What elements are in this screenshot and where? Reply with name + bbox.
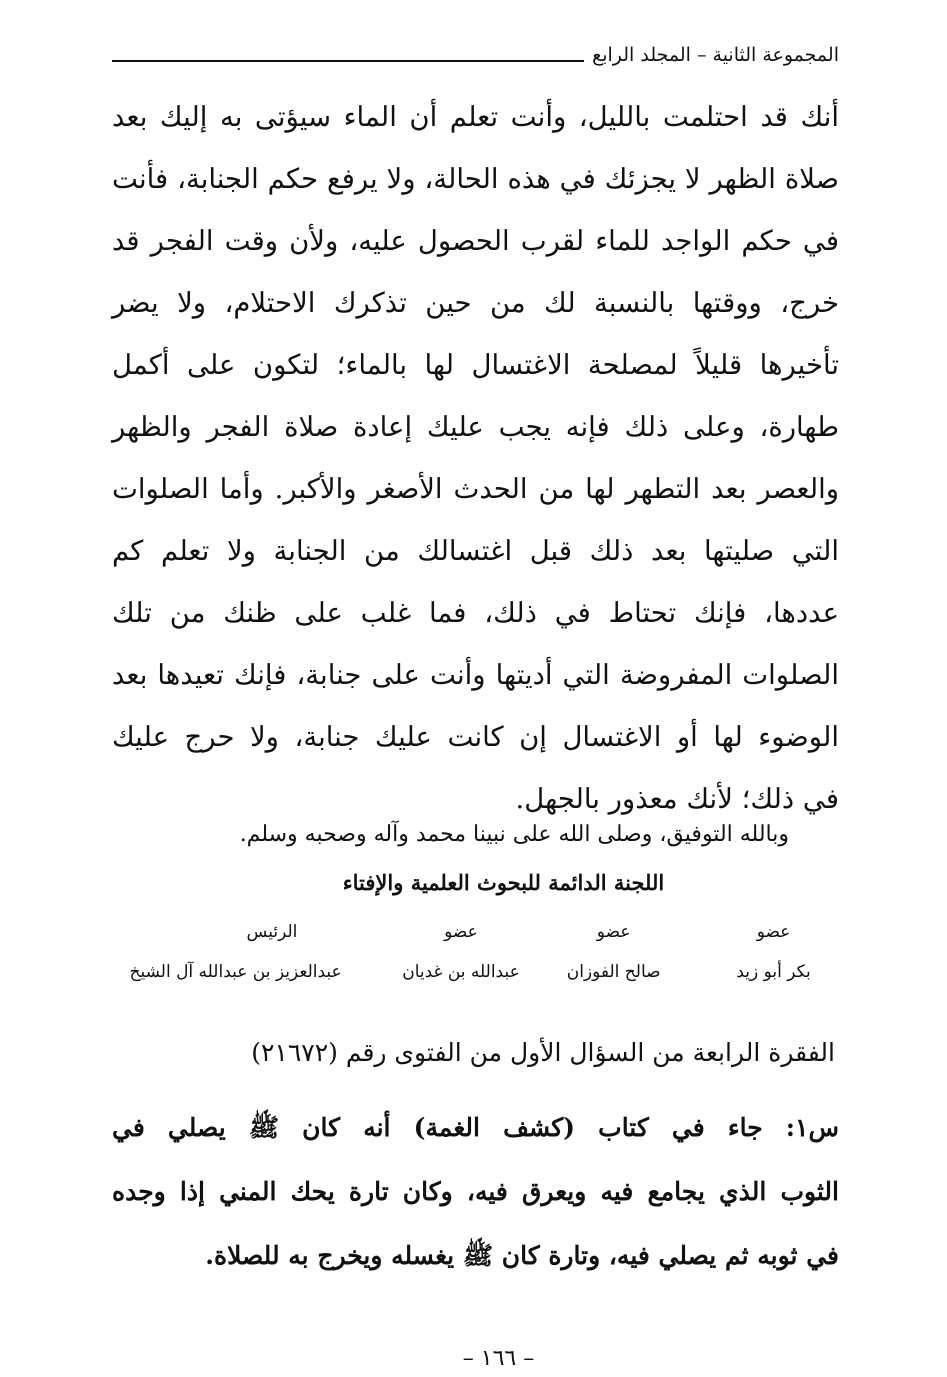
member-role: عضو — [756, 922, 791, 942]
signatory-names — [112, 962, 839, 992]
member-name: بكر أبو زيد — [736, 962, 811, 982]
member-name: عبدالعزيز بن عبدالله آل الشيخ — [129, 962, 342, 982]
paragraph-line: في حكم الواجد للماء لقرب الحصول عليه، ولأن وقت الفجر قد — [112, 225, 839, 257]
paragraph-line: طهارة، وعلى ذلك فإنه يجب عليك إعادة صلاة الفجر والظهر — [112, 411, 839, 443]
paragraph-line: صلاة الظهر لا يجزئك في هذه الحالة، ولا يرفع حكم الجنابة، فأنت — [112, 163, 839, 195]
paragraph-line: تأخيرها قليلاً لمصلحة الاغتسال لها بالماء؛ لتكون على أكمل — [112, 349, 839, 381]
page-number: – ١٦٦ – — [462, 1346, 535, 1371]
committee-title: اللجنة الدائمة للبحوث العلمية والإفتاء — [342, 870, 665, 895]
header-rule — [112, 60, 584, 62]
running-header — [112, 34, 839, 68]
question-line: الثوب الذي يجامع فيه ويعرق فيه، وكان تارة يحك المني إذا وجده — [112, 1177, 839, 1206]
signatory-roles — [112, 922, 839, 952]
paragraph-line: عددها، فإنك تحتاط في ذلك، فما غلب على ظنك من تلك — [112, 597, 839, 629]
paragraph-line: الوضوء لها أو الاغتسال إن كانت عليك جنابة، ولا حرج عليك — [112, 721, 839, 753]
member-name: صالح الفوزان — [566, 962, 661, 982]
member-role: الرئيس — [246, 922, 298, 942]
paragraph-line: الصلوات المفروضة التي أديتها وأنت على جنابة، فإنك تعيدها بعد — [112, 659, 839, 691]
paragraph-line: التي صليتها بعد ذلك قبل اغتسالك من الجنابة ولا تعلم كم — [112, 535, 839, 567]
member-role: عضو — [444, 922, 478, 942]
paragraph-line: في ذلك؛ لأنك معذور بالجهل. — [515, 783, 839, 815]
question-block — [112, 1096, 839, 1288]
closing-line: وبالله التوفيق، وصلى الله على نبينا محمد وآله وصحبه وسلم. — [239, 822, 789, 847]
fatwa-reference: الفقرة الرابعة من السؤال الأول من الفتوى رقم (٢١٦٧٢) — [251, 1038, 835, 1067]
question-line: في ثوبه ثم يصلي فيه، وتارة كان ﷺ يغسله ويخرج به للصلاة. — [205, 1241, 839, 1270]
member-name: عبدالله بن غديان — [402, 962, 520, 982]
paragraph-line: والعصر بعد التطهر لها من الحدث الأصغر والأكبر. وأما الصلوات — [112, 473, 839, 505]
question-line: س١: جاء في كتاب (كشف الغمة) أنه كان ﷺ يصلي في — [112, 1113, 839, 1142]
paragraph-line: خرج، ووقتها بالنسبة لك من حين تذكرك الاحتلام، ولا يضر — [112, 287, 839, 319]
header-title: المجموعة الثانية – المجلد الرابع — [592, 44, 839, 66]
paragraph-line: أنك قد احتلمت بالليل، وأنت تعلم أن الماء سيؤتى به إليك بعد — [112, 101, 839, 133]
answer-paragraph — [112, 86, 839, 830]
member-role: عضو — [596, 922, 631, 942]
